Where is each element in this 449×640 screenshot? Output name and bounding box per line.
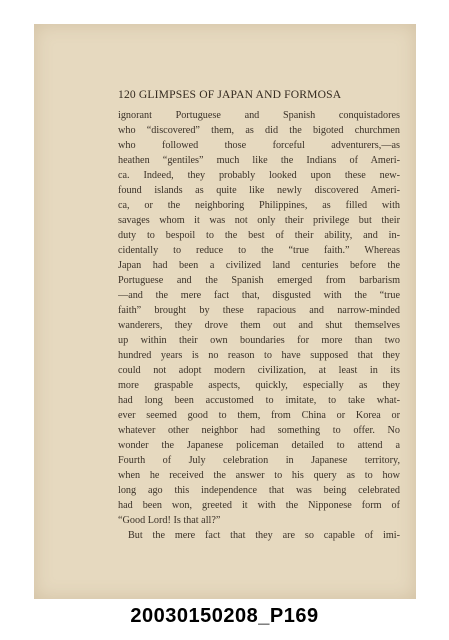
- text-line: Portuguese and the Spanish emerged from barbarism: [118, 275, 400, 286]
- text-line: up within their own boundaries for more than two: [118, 335, 400, 346]
- text-line: Japan had been a civilized land centuries before the: [118, 260, 400, 271]
- text-line: found islands as quite like newly discovered Ameri-: [118, 185, 400, 196]
- text-line: long ago this independence that was being celebrated: [118, 485, 400, 496]
- text-line: more graspable aspects, quickly, especially as they: [118, 380, 400, 391]
- text-line: “Good Lord! Is that all?”: [118, 515, 221, 526]
- book-page: [34, 24, 416, 599]
- text-line: hundred years is no reason to have supposed that they: [118, 350, 400, 361]
- text-line: —and the mere fact that, disgusted with the “true: [118, 290, 400, 301]
- text-line: Fourth of July celebration in Japanese territory,: [118, 455, 400, 466]
- text-line: ca. Indeed, they probably looked upon these new-: [118, 170, 400, 181]
- text-line: had long been accustomed to imitate, to take what-: [118, 395, 400, 406]
- text-line: had been won, greeted it with the Nipponese form of: [118, 500, 400, 511]
- text-line: wonder the Japanese policeman detailed to attend a: [118, 440, 400, 451]
- page-text-block: [118, 88, 400, 543]
- running-head: [118, 88, 400, 102]
- text-line: ever seemed good to them, from China or Korea or: [118, 410, 400, 421]
- text-line: faith” brought by these rapacious and narrow-minded: [118, 305, 400, 316]
- text-line: But the mere fact that they are so capable of imi-: [128, 530, 400, 541]
- text-line: could not adopt modern civilization, at least in its: [118, 365, 400, 376]
- running-title: GLIMPSES OF JAPAN AND FORMOSA: [138, 88, 342, 101]
- text-line: duty to bespoil to the best of their ability, and in-: [118, 230, 400, 241]
- page-number: 120: [118, 88, 136, 101]
- text-line: whatever other neighbor had something to offer. No: [118, 425, 400, 436]
- text-line: who followed those forceful adventurers,—as: [118, 140, 400, 151]
- text-line: ca, or the neighboring Philippines, as filled with: [118, 200, 400, 211]
- text-line: wanderers, they drove them out and shut themselves: [118, 320, 400, 331]
- text-line: who “discovered” them, as did the bigoted churchmen: [118, 125, 400, 136]
- scan-id-caption: 20030150208_P169: [130, 605, 319, 627]
- text-line: ignorant Portuguese and Spanish conquistadores: [118, 110, 400, 121]
- text-line: cidentally to reduce to the “true faith.” Whereas: [118, 245, 400, 256]
- text-line: heathen “gentiles” much like the Indians of Ameri-: [118, 155, 400, 166]
- text-line: when he received the answer to his query as to how: [118, 470, 400, 481]
- text-line: savages whom it was not only their privilege but their: [118, 215, 400, 226]
